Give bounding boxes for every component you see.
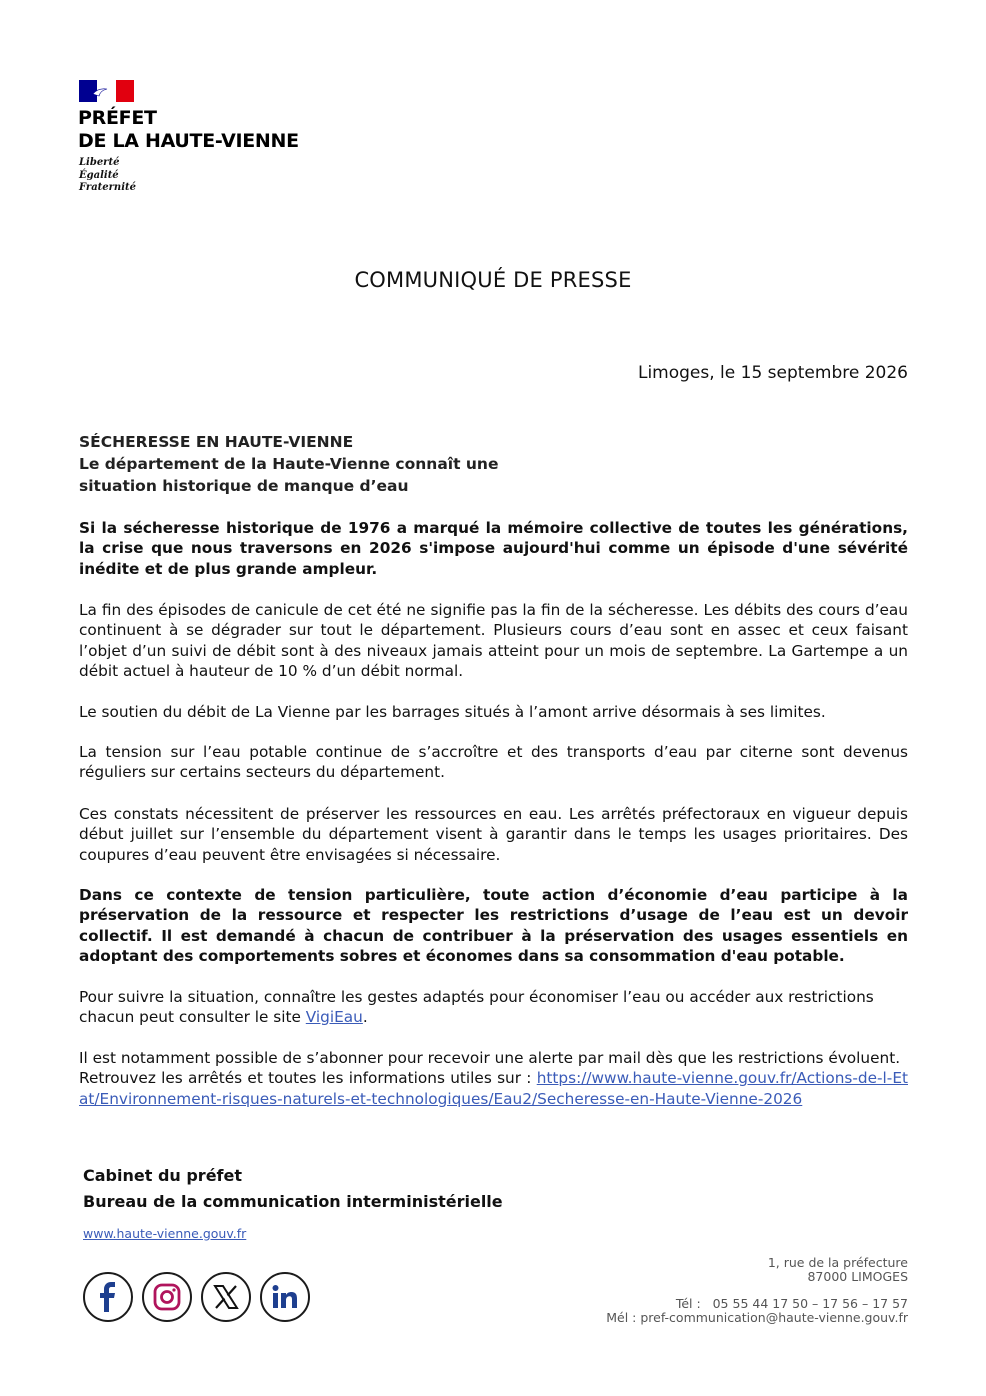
heading-line-2: Le département de la Haute-Vienne connaît une	[79, 455, 499, 473]
website-link[interactable]: www.haute-vienne.gouv.fr	[83, 1226, 247, 1241]
prefet-logo-text	[78, 107, 299, 153]
heading-line-3: situation historique de manque d’eau	[79, 477, 409, 495]
vigieau-text: Pour suivre la situation, connaître les gestes adaptés pour économiser l’eau ou accéder aux restrictions chacun peut consulter le site	[79, 988, 874, 1027]
prefecture-address	[768, 1256, 908, 1284]
contact-mail: Mél : pref-communication@haute-vienne.gouv.fr	[606, 1310, 908, 1325]
address-line-2: 87000 LIMOGES	[807, 1269, 908, 1284]
secheresse-page-link[interactable]: https://www.haute-vienne.gouv.fr/Actions-de-l-Etat/Environnement-risques-naturels-et-technologiques/Eau2/Secheresse-en-Haute-Vienne-2026	[79, 1069, 908, 1108]
more-info-line	[79, 1068, 908, 1109]
instagram-icon[interactable]	[142, 1272, 192, 1322]
press-release-heading	[79, 431, 498, 497]
paragraph-prefectoral-orders: Ces constats nécessitent de préserver les ressources en eau. Les arrêtés préfectoraux en vigueur depuis début juillet sur l’ensemble du département visent à garantir dans le temps les usages prioritaires. Des coupures d’eau peuvent être envisagées si nécessaire.	[79, 805, 908, 864]
marianne-flag-logo	[79, 80, 134, 102]
paragraph-vigieau	[79, 987, 908, 1028]
vigieau-link[interactable]: VigiEau	[305, 1008, 363, 1027]
logo-line-1: PRÉFET	[78, 107, 157, 129]
paragraph-collective-duty: Dans ce contexte de tension particulière, toute action d’économie d’eau participe à la préservation de la ressource et respecter les restrictions d’usage de l’eau est un devoir collectif. Il est demandé à chacun de contribuer à la préservation des usages essentiels en adoptant des comportements sobres et économes dans sa consommation d'eau potable.	[79, 886, 908, 966]
motto-liberte: Liberté	[79, 157, 120, 168]
address-line-1: 1, rue de la préfecture	[767, 1255, 908, 1270]
linkedin-icon[interactable]	[260, 1272, 310, 1322]
contact-tel: Tél : 05 55 44 17 50 – 17 56 – 17 57	[675, 1296, 908, 1311]
x-icon[interactable]	[201, 1272, 251, 1322]
cabinet-signature	[83, 1163, 503, 1215]
paragraph-drinking-water: La tension sur l’eau potable continue de s’accroître et des transports d’eau par citerne sont devenus réguliers sur certains secteurs du département.	[79, 743, 908, 782]
contact-info	[606, 1297, 908, 1325]
document-title: COMMUNIQUÉ DE PRESSE	[354, 268, 632, 292]
paragraph-intro: Si la sécheresse historique de 1976 a marqué la mémoire collective de toutes les générations, la crise que nous traversons en 2026 s'impose aujourd'hui comme un épisode d'une sévérité inédite et de plus grande ampleur.	[79, 519, 908, 578]
paragraph-drought: La fin des épisodes de canicule de cet été ne signifie pas la fin de la sécheresse. Les débits des cours d’eau continuent à se dégrader sur tout le département. Plusieurs cours d’eau sont en assec et ceux faisant l’objet d’un suivi de débit sont à des niveaux jamais atteint pour un mois de septembre. La Gartempe a un débit actuel à hauteur de 10 % d’un débit normal.	[79, 601, 908, 681]
republic-motto	[79, 157, 136, 195]
facebook-icon[interactable]	[83, 1272, 133, 1322]
logo-line-2: DE LA HAUTE-VIENNE	[78, 130, 299, 152]
cabinet-line-2: Bureau de la communication interministérielle	[83, 1192, 503, 1211]
document-date: Limoges, le 15 septembre 2026	[637, 363, 908, 383]
paragraph-vienne-dams: Le soutien du débit de La Vienne par les barrages situés à l’amont arrive désormais à ses limites.	[79, 703, 826, 721]
paragraph-subscribe	[79, 1048, 908, 1109]
motto-fraternite: Fraternité	[79, 182, 136, 193]
heading-line-1: SÉCHERESSE EN HAUTE-VIENNE	[79, 433, 354, 451]
more-info-text: Retrouvez les arrêtés et toutes les informations utiles sur :	[79, 1069, 537, 1088]
motto-egalite: Égalité	[79, 169, 119, 181]
cabinet-line-1: Cabinet du préfet	[83, 1166, 243, 1185]
subscribe-text: Il est notamment possible de s’abonner pour recevoir une alerte par mail dès que les restrictions évoluent.	[79, 1049, 901, 1067]
vigieau-end: .	[362, 1008, 368, 1027]
